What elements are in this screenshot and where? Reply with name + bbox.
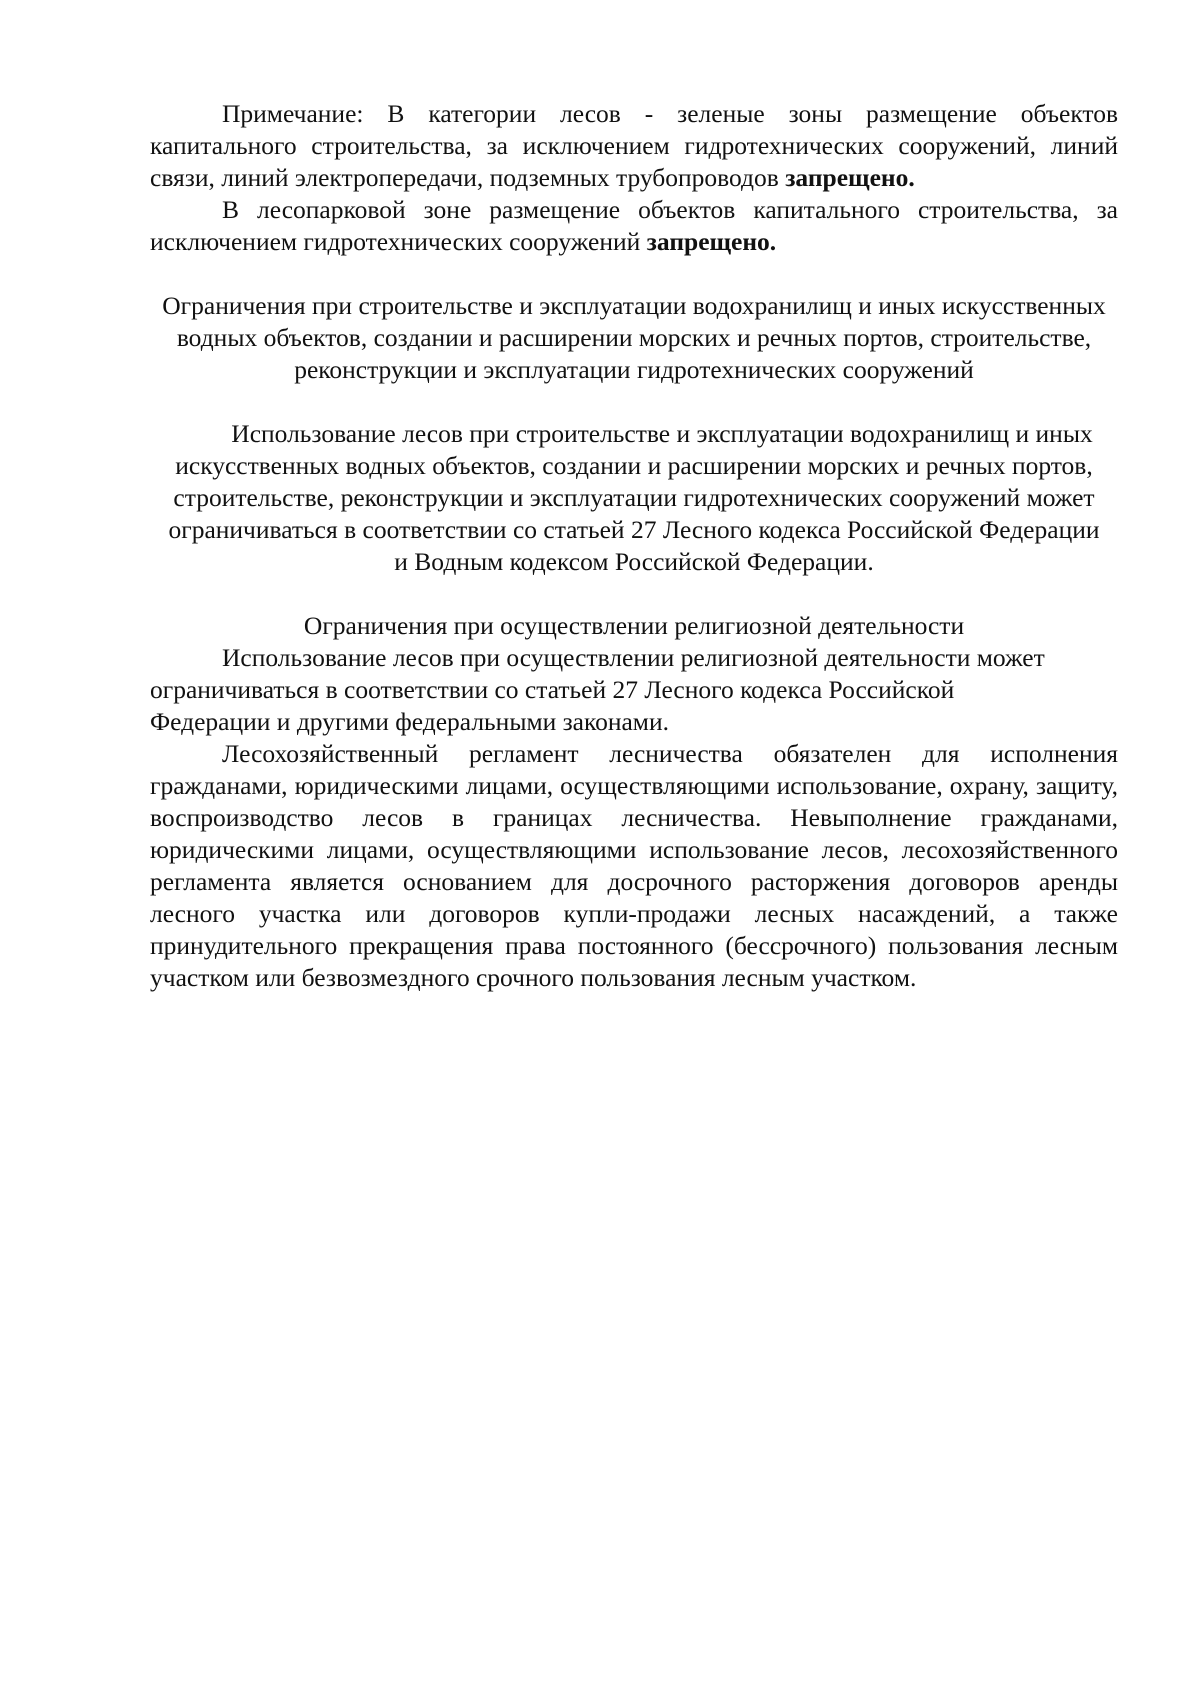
forest-park-paragraph xyxy=(150,194,1118,258)
note-paragraph xyxy=(150,98,1118,194)
forest-park-prohibited: запрещено. xyxy=(646,227,777,256)
note-prohibited: запрещено. xyxy=(785,163,915,192)
document-page xyxy=(150,98,1118,994)
religious-heading: Ограничения при осуществлении религиозной деятельности xyxy=(303,611,965,640)
reservoirs-heading: Ограничения при строительстве и эксплуатации водохранилищ и иных искусственных водных объектов, создании и расширении морских и речных портов, строительстве, реконструкции и эксплуатации гидротехнических сооружений xyxy=(162,291,1106,384)
forest-park-text: В лесопарковой зоне размещение объектов капитального строительства, за исключением гидротехнических сооружений xyxy=(150,195,1118,256)
spacer xyxy=(150,578,1118,610)
note-text: Примечание: В категории лесов - зеленые зоны размещение объектов капитального строительства, за исключением гидротехнических сооружений, линий связи, линий электропередачи, подземных трубопроводов xyxy=(150,99,1118,192)
reservoirs-body: Использование лесов при строительстве и эксплуатации водохранилищ и иных искусственных водных объектов, создании и расширении морских и речных портов, строительстве, реконструкции и эксплуатации гидротехнических сооружений может ограничиваться в соответствии со статьей 27 Лесного кодекса Российской Федерации и Водным кодексом Российской Федерации. xyxy=(168,419,1100,576)
spacer xyxy=(150,258,1118,290)
regulation-paragraph: Лесохозяйственный регламент лесничества обязателен для исполнения гражданами, юридическими лицами, осуществляющими использование, охрану, защиту, воспроизводство лесов в границах лесничества. Невыполнение гражданами, юридическими лицами, осуществляющими использование лесов, лесохозяйственного регламента является основанием для досрочного расторжения договоров аренды лесного участка или договоров купли-продажи лесных насаждений, а также принудительного прекращения права постоянного (бессрочного) пользования лесным участком или безвозмездного срочного пользования лесным участком. xyxy=(150,739,1118,992)
spacer xyxy=(150,386,1118,418)
religious-body: Использование лесов при осуществлении религиозной деятельности может ограничиваться в соответствии со статьей 27 Лесного кодекса Российской Федерации и другими федеральными законами. xyxy=(150,643,1045,736)
